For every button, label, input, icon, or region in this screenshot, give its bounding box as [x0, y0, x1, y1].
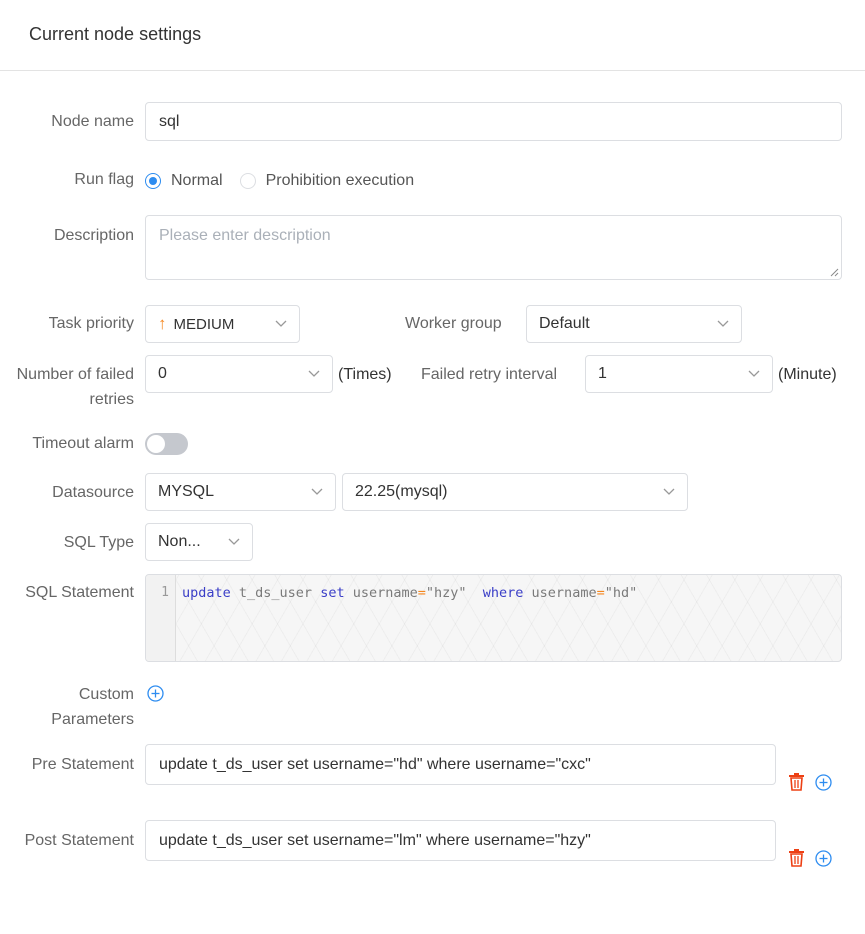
line-number-gutter — [146, 575, 176, 661]
sql-keyword: where — [482, 585, 524, 601]
add-pre-statement-icon[interactable] — [815, 774, 832, 791]
run-flag-radio-group — [145, 168, 431, 193]
datasource-instance-select[interactable] — [342, 473, 688, 511]
radio-unchecked-icon — [240, 173, 256, 189]
run-flag-label: Run flag — [74, 171, 134, 188]
sql-text: username — [344, 585, 418, 601]
custom-parameters-label-line1: Custom — [78, 686, 134, 703]
add-custom-parameter-icon[interactable] — [147, 685, 164, 702]
chevron-down-icon — [228, 538, 240, 546]
retry-interval-unit: (Minute) — [778, 366, 837, 383]
failed-retries-label-line1: Number of failed — [16, 366, 134, 383]
failed-retries-value: 0 — [158, 365, 167, 382]
delete-post-statement-icon[interactable] — [788, 849, 805, 867]
add-post-statement-icon[interactable] — [815, 850, 832, 867]
datasource-type-select[interactable] — [145, 473, 336, 511]
sql-type-label: SQL Type — [63, 534, 134, 551]
node-name-input[interactable] — [145, 102, 842, 141]
run-flag-normal-radio[interactable] — [145, 172, 223, 190]
description-textarea[interactable] — [145, 215, 842, 280]
worker-group-value: Default — [539, 315, 590, 332]
chevron-down-icon — [308, 370, 320, 378]
task-priority-label: Task priority — [48, 315, 134, 332]
retry-interval-select[interactable] — [585, 355, 773, 393]
custom-parameters-label-line2: Parameters — [51, 711, 134, 728]
sql-text: t_ds_user — [230, 585, 321, 601]
sql-keyword: update — [182, 585, 231, 601]
worker-group-select[interactable] — [526, 305, 742, 343]
sql-keyword: set — [320, 585, 345, 601]
sql-type-select[interactable] — [145, 523, 253, 561]
line-number: 1 — [161, 585, 169, 600]
datasource-type-value: MYSQL — [158, 483, 215, 500]
pre-statement-input[interactable] — [145, 744, 776, 785]
description-label: Description — [53, 227, 134, 244]
datasource-instance-value: 22.25(mysql) — [355, 483, 448, 500]
sql-text: username — [523, 585, 597, 601]
chevron-down-icon — [663, 488, 675, 496]
sql-string: "hd" — [604, 585, 638, 601]
custom-parameters-label — [51, 682, 134, 732]
task-priority-value: MEDIUM — [173, 315, 235, 333]
run-flag-prohibition-label: Prohibition execution — [265, 171, 415, 189]
priority-arrow-up-icon: ↑ — [158, 314, 167, 333]
panel-title: Current node settings — [29, 24, 202, 44]
worker-group-label: Worker group — [405, 315, 502, 332]
panel-header — [0, 0, 865, 71]
pre-statement-value: update t_ds_user set username="hd" where username="cxc" — [159, 755, 591, 773]
delete-pre-statement-icon[interactable] — [788, 773, 805, 791]
sql-operator: = — [417, 585, 426, 601]
failed-retries-label-line2: retries — [89, 391, 134, 408]
chevron-down-icon — [275, 320, 287, 328]
sql-code-line — [182, 585, 637, 601]
sql-string: "hzy" — [425, 585, 483, 601]
switch-knob — [147, 435, 165, 453]
task-priority-select[interactable] — [145, 305, 300, 343]
pre-statement-label: Pre Statement — [31, 756, 134, 773]
timeout-alarm-label: Timeout alarm — [32, 435, 134, 452]
description-placeholder: Please enter description — [159, 227, 331, 244]
sql-operator: = — [596, 585, 605, 601]
timeout-alarm-switch[interactable] — [145, 433, 188, 455]
post-statement-label: Post Statement — [24, 832, 134, 849]
chevron-down-icon — [748, 370, 760, 378]
radio-checked-icon — [145, 173, 161, 189]
run-flag-normal-label: Normal — [171, 171, 223, 189]
sql-code-editor[interactable] — [145, 574, 842, 662]
run-flag-prohibition-radio[interactable] — [240, 172, 415, 190]
chevron-down-icon — [717, 320, 729, 328]
post-statement-input[interactable] — [145, 820, 776, 861]
retry-interval-label: Failed retry interval — [421, 366, 558, 383]
post-statement-value: update t_ds_user set username="lm" where username="hzy" — [159, 831, 591, 849]
retry-interval-value: 1 — [598, 365, 607, 382]
sql-statement-label: SQL Statement — [25, 584, 134, 601]
datasource-label: Datasource — [52, 484, 134, 501]
resize-handle-icon[interactable] — [830, 268, 839, 277]
failed-retries-select[interactable] — [145, 355, 333, 393]
failed-retries-label — [17, 362, 134, 412]
failed-retries-unit: (Times) — [338, 366, 392, 383]
chevron-down-icon — [311, 488, 323, 496]
node-name-value: sql — [159, 112, 180, 130]
node-name-label: Node name — [51, 113, 134, 130]
sql-type-value: Non... — [158, 533, 201, 550]
